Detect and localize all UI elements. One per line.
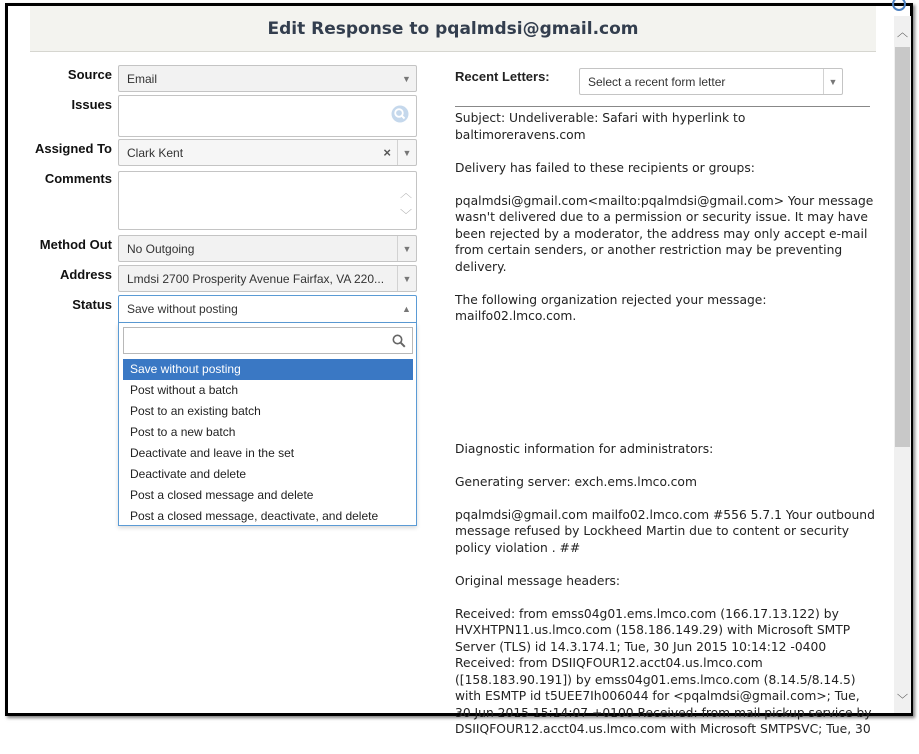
chevron-down-icon[interactable]: ▼: [397, 140, 416, 165]
letter-subject: Subject: Undeliverable: Safari with hyperlink to baltimoreravens.com: [455, 111, 746, 142]
status-option[interactable]: Deactivate and delete: [130, 467, 247, 481]
search-icon[interactable]: [391, 105, 409, 126]
status-value: Save without posting: [127, 302, 238, 316]
status-option[interactable]: Post a closed message, deactivate, and delete: [130, 509, 379, 523]
modal-header: [30, 6, 876, 52]
textarea-scroll[interactable]: [399, 182, 413, 226]
chevron-down-icon[interactable]: ﹀: [897, 694, 908, 706]
recent-letters-label: Recent Letters:: [455, 69, 550, 84]
scrollbar-thumb[interactable]: [895, 47, 910, 447]
recent-letters-select[interactable]: [579, 68, 843, 95]
address-label: Address: [59, 267, 112, 282]
chevron-down-icon: ▼: [397, 236, 416, 261]
letter-paragraph: Generating server: exch.ems.lmco.com: [455, 474, 697, 489]
chevron-up-icon[interactable]: ▲: [402, 304, 411, 314]
status-search-input[interactable]: [123, 327, 413, 354]
chevron-up-icon[interactable]: ︿: [399, 186, 412, 200]
divider: [455, 106, 870, 107]
assigned-to-label: Assigned To: [34, 141, 112, 156]
page-title: Edit Response to pqalmdsi@gmail.com: [267, 18, 639, 39]
status-option[interactable]: Save without posting: [123, 359, 413, 380]
letter-paragraph: Diagnostic information for administrators:: [455, 441, 714, 456]
modal-frame: [5, 3, 913, 736]
status-select[interactable]: [118, 295, 417, 323]
method-out-select[interactable]: [118, 235, 417, 262]
letter-paragraph: pqalmdsi@gmail.com<mailto:pqalmdsi@gmail.com> Your message wasn't delivered due to a permission or security issue. It may have been rejected by a moderator, the address may only accept e-mail from certain senders, or another restriction may be preventing delivery.: [455, 193, 874, 274]
status-option-list: [123, 359, 413, 527]
address-select[interactable]: [118, 265, 417, 292]
chevron-down-icon[interactable]: ▼: [823, 69, 842, 94]
comments-textarea[interactable]: [118, 171, 417, 230]
assigned-to-select[interactable]: [118, 139, 417, 166]
status-dropdown: [118, 323, 417, 526]
comments-label: Comments: [44, 171, 112, 186]
source-value: Email: [127, 72, 158, 86]
source-select[interactable]: [118, 65, 417, 92]
letter-paragraph: pqalmdsi@gmail.com mailfo02.lmco.com #556 5.7.1 Your outbound message refused by Lockheed Martin due to content or security policy violation . ##: [455, 507, 875, 555]
letter-paragraph: Received: from emss04g01.ems.lmco.com (166.17.13.122) by HVXHTPN11.us.lmco.com (158.186.149.29) with Microsoft SMTP Server (TLS) id 14.3.174.1; Tue, 30 Jun 2015 10:14:12 -0400 Received: from DSIIQFOUR12.acct04.us.lmco.com ([158.183.90.191]) by emss04g01.ems.lmco.com (8.14.5/8.14.5) with ESMTP id t5UEE7Ih006044 for <pqalmdsi@gmail.com>; Tue, 30 Jun 2015 15:14:07 +0100 Received: from mail pickup service by DSIIQFOUR12.acct04.us.lmco.com with Microsoft SMTPSVC; Tue, 30: [455, 606, 872, 736]
status-option[interactable]: Post to an existing batch: [130, 404, 261, 418]
assigned-to-value: Clark Kent: [127, 146, 184, 160]
status-option[interactable]: Deactivate and leave in the set: [130, 446, 295, 460]
chevron-down-icon[interactable]: ﹀: [399, 208, 412, 222]
letter-paragraph: The following organization rejected your message: mailfo02.lmco.com.: [455, 292, 767, 323]
letter-body: [455, 110, 875, 754]
chevron-down-icon: ▼: [402, 73, 411, 84]
status-option[interactable]: Post a closed message and delete: [130, 488, 314, 502]
method-out-value: No Outgoing: [127, 242, 195, 256]
status-option[interactable]: Post to a new batch: [130, 425, 236, 439]
letter-paragraph: Delivery has failed to these recipients or groups:: [455, 160, 755, 175]
method-out-label: Method Out: [39, 237, 112, 252]
page-scrollbar[interactable]: [894, 16, 911, 713]
address-value: Lmdsi 2700 Prosperity Avenue Fairfax, VA 220...: [127, 272, 385, 286]
status-option[interactable]: Post without a batch: [130, 383, 239, 397]
issues-label: Issues: [71, 97, 112, 112]
issues-input[interactable]: [118, 95, 417, 137]
letter-paragraph: Original message headers:: [455, 573, 621, 588]
recent-letters-placeholder: Select a recent form letter: [588, 75, 726, 89]
search-icon: [392, 334, 406, 351]
status-label: Status: [72, 297, 112, 312]
chevron-up-icon[interactable]: ︿: [897, 27, 908, 39]
source-label: Source: [67, 67, 112, 82]
chevron-down-icon: ▼: [397, 266, 416, 291]
clear-icon[interactable]: ×: [383, 145, 391, 160]
